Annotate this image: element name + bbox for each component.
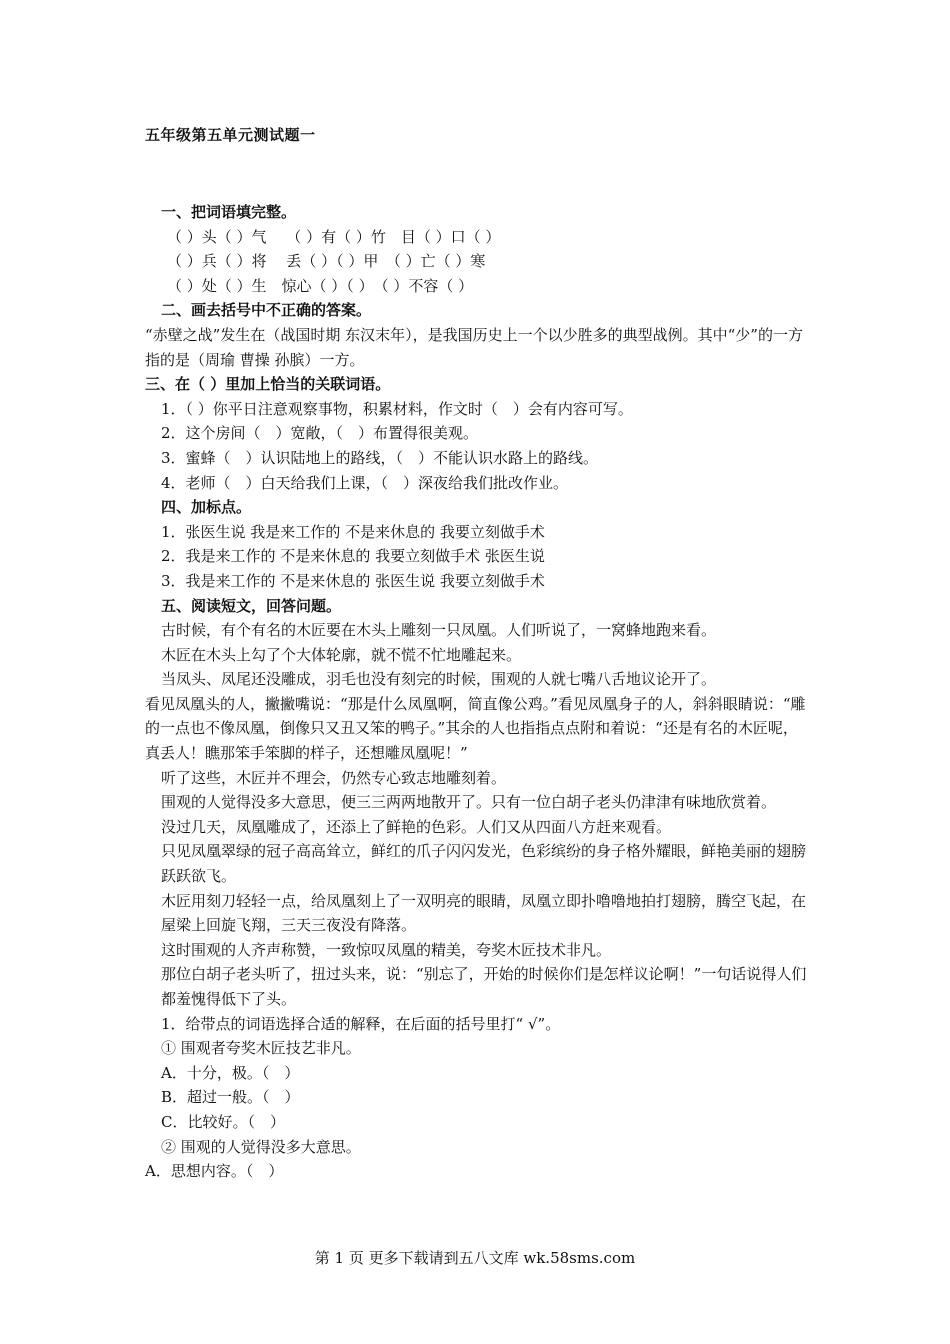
answer-option: B．超过一般。（ ） (161, 1088, 300, 1107)
fill-row: （ ）处（ ）生 惊心（ ）（ ） （ ）不容（ ） (167, 276, 474, 295)
question-item: 2．我是来工作的 不是来休息的 我要立刻做手术 张医生说 (161, 547, 545, 566)
question-item: 3．蜜蜂（ ）认识陆地上的路线，（ ）不能认识水路上的路线。 (161, 448, 599, 467)
story-paragraph: 当凤头、凤尾还没雕成，羽毛也没有刻完的时候，围观的人就七嘴八舌地议论开了。 (161, 670, 717, 689)
section-heading-5: 五、阅读短文，回答问题。 (161, 596, 342, 615)
section-heading-4: 四、加标点。 (161, 498, 252, 517)
page-title: 五年级第五单元测试题一 (145, 126, 316, 144)
question-item: 1．张医生说 我是来工作的 不是来休息的 我要立刻做手术 (161, 522, 545, 541)
section-heading-1: 一、把词语填完整。 (161, 203, 297, 221)
section-heading-3: 三、在（ ）里加上恰当的关联词语。 (145, 375, 391, 394)
story-paragraph: 古时候，有个有名的木匠要在木头上雕刻一只凤凰。人们听说了，一窝蜂地跑来看。 (161, 621, 717, 640)
story-paragraph: 木匠在木头上勾了个大体轮廓，就不慌不忙地雕起来。 (161, 645, 522, 664)
answer-option: C．比较好。（ ） (161, 1112, 285, 1131)
story-paragraph: 看见凤凰头的人，撇撇嘴说：“那是什么凤凰啊，简直像公鸡。”看见凤凰身子的人，斜斜眼睛说：“雕的一点也不像凤凰，倒像只又丑又笨的鸭子。”其余的人也指指点点附和着说：“还是有名的木匠呢，真丢人！瞧那笨手笨脚的样子，还想雕凤凰呢！” (145, 694, 806, 763)
story-paragraph: 木匠用刻刀轻轻一点，给凤凰刻上了一双明亮的眼睛，凤凰立即扑噜噜地拍打翅膀，腾空飞起，在屋梁上回旋飞翔，三天三夜没有降落。 (161, 891, 807, 935)
question-item: 3．我是来工作的 不是来休息的 张医生说 我要立刻做手术 (161, 571, 545, 590)
fill-row: （ ）头（ ）气 （ ）有（ ）竹 目（ ）口（ ） (167, 227, 501, 246)
question-item: 4．老师（ ）白天给我们上课，（ ）深夜给我们批改作业。 (161, 473, 569, 492)
section-paragraph: “赤壁之战”发生在（战国时期 东汉末年），是我国历史上一个以少胜多的典型战例。其中“少”的一方指的是（周瑜 曹操 孙膑）一方。 (145, 325, 803, 369)
page-footer: 第 1 页 更多下载请到五八文库 wk.58sms.com (314, 1249, 636, 1267)
story-paragraph: 听了这些，木匠并不理会，仍然专心致志地雕刻着。 (161, 768, 507, 787)
answer-option: A．思想内容。（ ） (145, 1162, 284, 1181)
story-paragraph: 没过几天，凤凰雕成了，还添上了鲜艳的色彩。人们又从四面八方赶来观看。 (161, 817, 672, 836)
section-heading-2: 二、画去括号中不正确的答案。 (161, 301, 372, 320)
fill-row: （ ）兵（ ）将 丢（ ）（ ）甲 （ ）亡（ ）寒 (167, 252, 486, 271)
story-paragraph: 那位白胡子老头听了，扭过头来，说：“别忘了，开始的时候你们是怎样议论啊！”一句话说得人们都羞愧得低下了头。 (161, 965, 807, 1008)
sub-question: ② 围观的人觉得没多大意思。 (161, 1137, 361, 1156)
question-item: 2．这个房间（ ）宽敞，（ ）布置得很美观。 (161, 424, 479, 443)
question-item: 1．（ ）你平日注意观察事物，积累材料，作文时（ ）会有内容可写。 (161, 399, 633, 418)
story-paragraph: 这时围观的人齐声称赞，一致惊叹凤凰的精美，夸奖木匠技术非凡。 (161, 940, 612, 959)
story-paragraph: 只见凤凰翠绿的冠子高高耸立，鲜红的爪子闪闪发光，色彩缤纷的身子格外耀眼，鲜艳美丽的翅膀跃跃欲飞。 (161, 842, 807, 886)
sub-question: ① 围观者夸奖木匠技艺非凡。 (161, 1039, 361, 1058)
story-paragraph: 围观的人觉得没多大意思，便三三两两地散开了。只有一位白胡子老头仍津津有味地欣赏着。 (161, 793, 777, 812)
answer-option: A．十分，极。（ ） (161, 1063, 300, 1082)
document-body (145, 200, 807, 1184)
question-item: 1．给带点的词语选择合适的解释，在后面的括号里打“ √”。 (161, 1014, 561, 1033)
